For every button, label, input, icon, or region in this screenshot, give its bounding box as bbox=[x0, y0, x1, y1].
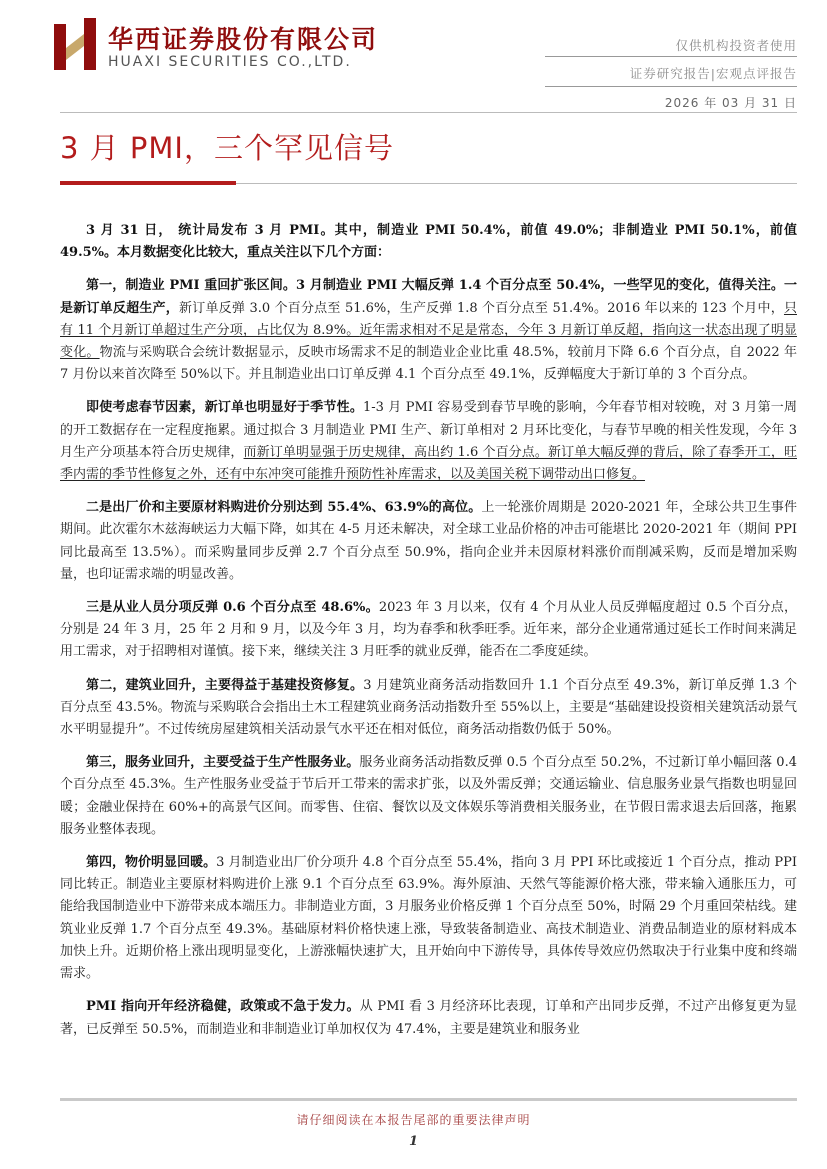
paragraph-prices: 二是出厂价和主要原材料购进价分别达到 55.4%、63.9%的高位。上一轮涨价周期是 2020-2021 年，全球公共卫生事件期间。此次霍尔木兹海峡运力大幅下降，如其在 4-5 月还未解决，对全球工业品价格的冲击可能堪比 2020-2021 年（期间 PPI 同比最高至 13.5%）。而采购量同步反弹 2.7 个百分点至 50.9%，指向企业并未因原材料涨价而削减采购，反而是增加采购量，也印证需求端的明显改善。 bbox=[60, 500, 797, 582]
title-accent-bar bbox=[60, 181, 236, 185]
paragraph-intro: 3 月 31 日， 统计局发布 3 月 PMI。其中，制造业 PMI 50.4%，前值 49.0%；非制造业 PMI 50.1%，前值 49.5%。本月数据变化比较大，重点关注以下几个方面： bbox=[60, 223, 797, 261]
page-title: 3 月 PMI，三个罕见信号 bbox=[60, 131, 394, 165]
paragraph-employment: 三是从业人员分项反弹 0.6 个百分点至 48.6%。2023 年 3 月以来，仅有 4 个月从业人员反弹幅度超过 0.5 个百分点，分别是 24 年 3 月，25 年 2 月和 9 月，以及今年 3 月，均为春季和秋季旺季。近年来，部分企业通常通过延长工作时间来满足用工需求，对于招聘相对谨慎。接下来，继续关注 3 月旺季的就业反弹，能否在二季度延续。 bbox=[60, 600, 797, 660]
title-divider bbox=[236, 183, 797, 184]
paragraph-inflation: 第四，物价明显回暖。3 月制造业出厂价分项升 4.8 个百分点至 55.4%，指向 3 月 PPI 环比或接近 1 个百分点，推动 PPI 同比转正。制造业主要原材料购进价上涨 9.1 个百分点至 63.9%。海外原油、天然气等能源价格大涨，带来输入通胀压力，可能给我国制造业中下游带来成本端压力。非制造业方面，3 月服务业价格反弹 1 个百分点至 50%，时隔 29 个月重回荣枯线。建筑业业反弹 1.7 个百分点至 49.3%。基础原材料价格快速上涨，导致装备制造业、高技术制造业、消费品制造业的原材料成本加快上升。近期价格上涨出现明显变化，上游涨幅快速扩大，且开始向中下游传导，具体传导效应仍然取决于行业集中度和终端需求。 bbox=[60, 855, 797, 982]
company-name-en: HUAXI SECURITIES CO.,LTD. bbox=[108, 54, 352, 70]
report-body bbox=[60, 220, 797, 1052]
report-type: 证券研究报告|宏观点评报告 bbox=[629, 66, 797, 81]
date-divider bbox=[60, 112, 797, 113]
header-divider bbox=[545, 86, 797, 87]
report-date: 2026 年 03 月 31 日 bbox=[664, 96, 797, 110]
page-number: 1 bbox=[408, 1134, 419, 1149]
legal-disclaimer-note: 请仔细阅读在本报告尾部的重要法律声明 bbox=[296, 1113, 531, 1127]
paragraph-manufacturing: 第一，制造业 PMI 重回扩张区间。3 月制造业 PMI 大幅反弹 1.4 个百分点至 50.4%，一些罕见的变化，值得关注。一是新订单反超生产，新订单反弹 3.0 个百分点至 51.6%，生产反弹 1.8 个百分点至 51.4%。2016 年以来的 123 个月中，只有 11 个月新订单超过生产分项，占比仅为 8.9%。近年需求相对不足是常态，今年 3 月新订单反超，指向这一状态出现了明显变化。物流与采购联合会统计数据显示，反映市场需求不足的制造业企业比重 48.5%，较前月下降 6.6 个百分点，自 2022 年 7 月份以来首次降至 50%以下。并且制造业出口订单反弹 4.1 个百分点至 49.1%，反弹幅度大于新订单的 3 个百分点。 bbox=[60, 278, 798, 383]
audience-note: 仅供机构投资者使用 bbox=[675, 38, 797, 53]
huaxi-logo-icon bbox=[54, 18, 98, 70]
header-divider bbox=[545, 56, 797, 57]
company-name-cn: 华西证券股份有限公司 bbox=[108, 25, 379, 54]
paragraph-seasonality: 即使考虑春节因素，新订单也明显好于季节性。1-3 月 PMI 容易受到春节早晚的影响，今年春节相对较晚，对 3 月第一周的开工数据存在一定程度拖累。通过拟合 3 月制造业 PMI 生产、新订单相对 2 月环比变化，与春节早晚的相关性发现，今年 3 月生产分项基本符合历史规律，而新订单明显强于历史规律，高出约 1.6 个百分点。新订单大幅反弹的背后，除了春季开工，旺季内需的季节性修复之外，还有中东冲突可能推升预防性补库需求，以及美国关税下调带动出口修复。 bbox=[60, 400, 797, 483]
footer-divider bbox=[60, 1098, 797, 1101]
paragraph-services: 第三，服务业回升，主要受益于生产性服务业。服务业商务活动指数反弹 0.5 个百分点至 50.2%，不过新订单小幅回落 0.4 个百分点至 45.3%。生产性服务业受益于节后开工带来的需求扩张，以及外需反弹；交通运输业、信息服务业景气指数也明显回暖；金融业保持在 60%+的高景气区间。而零售、住宿、餐饮以及文体娱乐等消费相关服务业，在节假日需求退去后回落，拖累服务业整体表现。 bbox=[60, 755, 797, 837]
paragraph-policy: PMI 指向开年经济稳健，政策或不急于发力。从 PMI 看 3 月经济环比表现，订单和产出同步反弹，不过产出修复更为显著，已反弹至 50.5%，而制造业和非制造业订单加权仅为 47.4%，主要是建筑业和服务业 bbox=[60, 999, 797, 1037]
paragraph-construction: 第二，建筑业回升，主要得益于基建投资修复。3 月建筑业商务活动指数回升 1.1 个百分点至 49.3%，新订单反弹 1.3 个百分点至 43.5%。物流与采购联合会指出土木工程建筑业商务活动指数升至 55%以上，主要是“基础建设投资相关建筑活动景气水平明显提升”。不过传统房屋建筑相关活动景气水平还在相对低位，商务活动指数仍低于 50%。 bbox=[60, 677, 797, 738]
